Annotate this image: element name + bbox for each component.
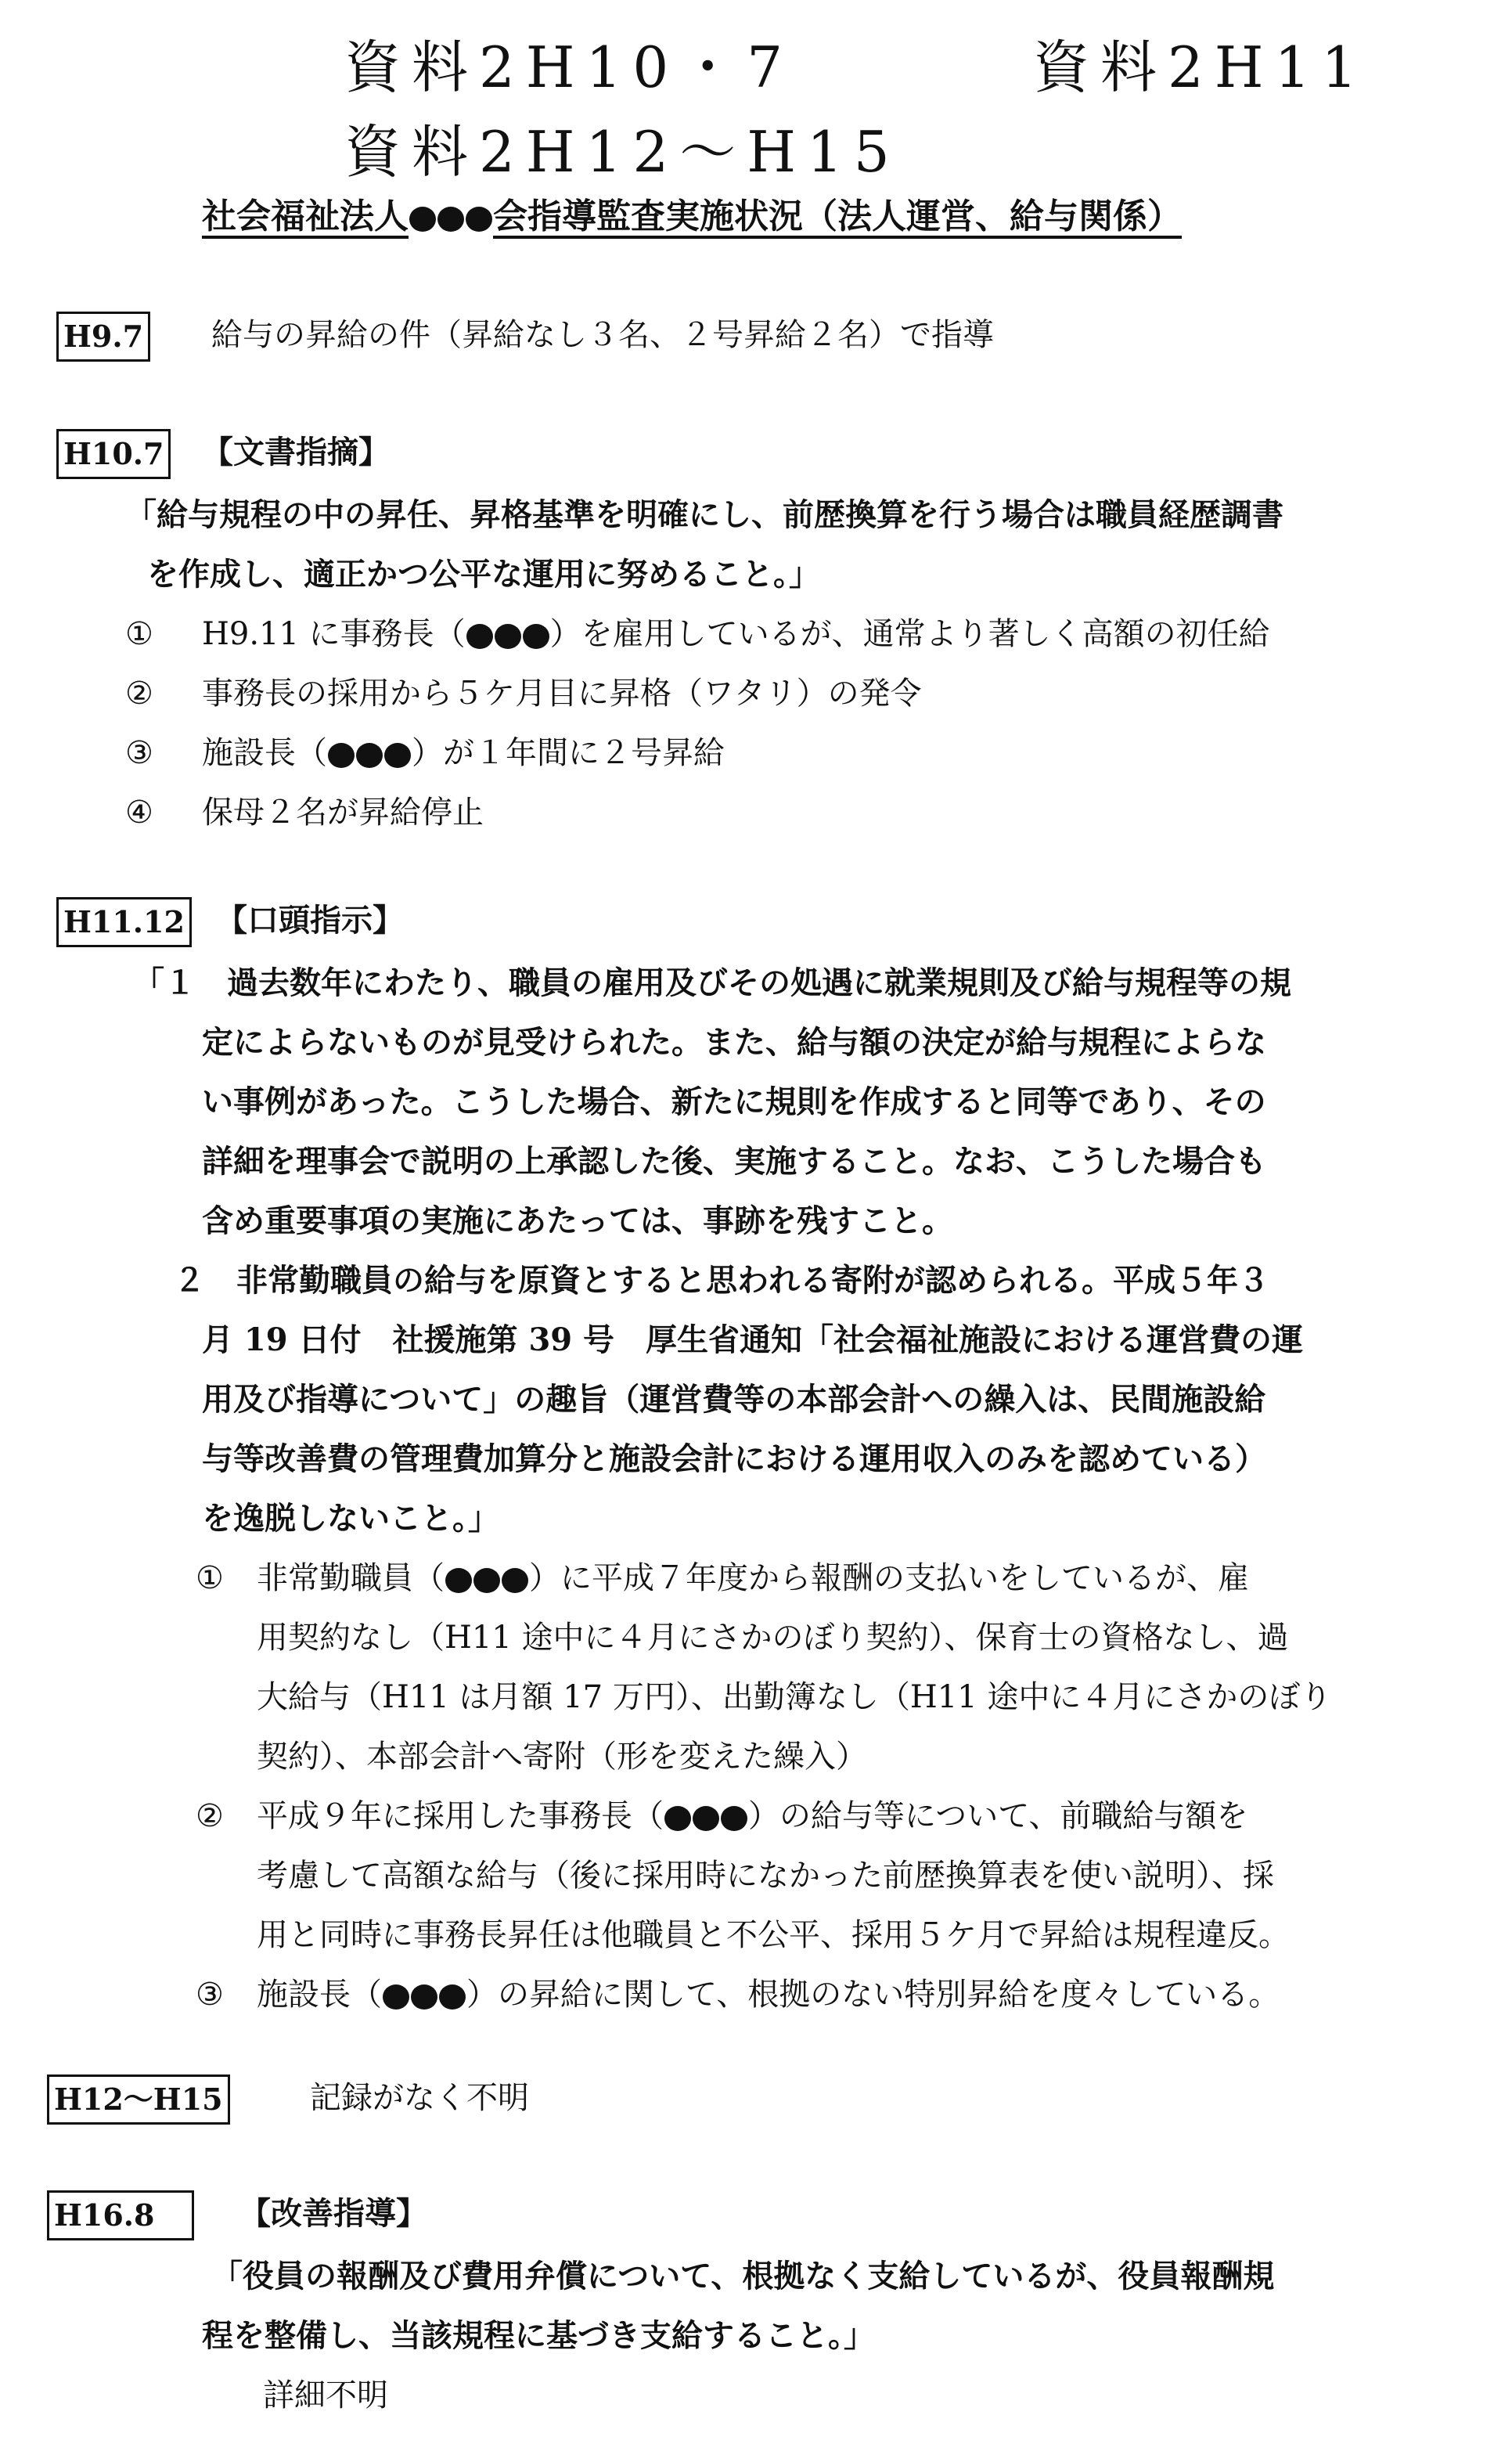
section-text-h9-7: 給与の昇給の件（昇給なし３名、２号昇給２名）で指導 xyxy=(211,317,994,353)
redaction-mark xyxy=(466,207,492,232)
item-text: H9.11 に事務長（ xyxy=(202,616,466,652)
h10-7-item-1 xyxy=(202,604,1270,664)
h11-12-para1-line-2: 定によらないものが見受けられた。また、給与額の決定が給与規程によらな xyxy=(202,1024,1266,1061)
h11-12-sub-1-line-1 xyxy=(257,1548,1249,1608)
section-tag-h10-7: H10.7 xyxy=(56,429,171,479)
item-text: 施設長（ xyxy=(257,1977,382,2013)
doc-label-h11: 資料2H11 xyxy=(1033,34,1369,100)
h11-12-sub-1-line-2: 用契約なし（H11 途中に４月にさかのぼり契約）、保育士の資格なし、過 xyxy=(257,1620,1289,1656)
redaction-mark xyxy=(328,743,355,768)
h16-8-quote-line-1: 「役員の報酬及び費用弁償について、根拠なく支給しているが、役員報酬規 xyxy=(211,2258,1275,2294)
redaction-mark xyxy=(445,1568,472,1593)
h11-12-para2-line-1: ２ 非常勤職員の給与を原資とすると思われる寄附が認められる。平成５年３ xyxy=(174,1262,1269,1299)
section-tag-h16-8: H16.8 xyxy=(47,2190,194,2240)
section-kind-h11-12: 【口頭指示】 xyxy=(216,902,404,939)
title-part-1: 社会福祉法人 xyxy=(202,196,409,236)
redaction-mark xyxy=(721,1806,747,1831)
item-text: ）が１年間に２号昇給 xyxy=(412,735,725,771)
h11-12-sub-2-line-3: 用と同時に事務長昇任は他職員と不公平、採用５ケ月で昇給は規程違反。 xyxy=(257,1917,1290,1953)
h11-12-sub-number-3: ③ xyxy=(196,1977,224,2013)
h11-12-para1-line-1: 「１ 過去数年にわたり、職員の雇用及びその処遇に就業規則及び給与規程等の規 xyxy=(133,964,1291,1001)
item-text: ）の給与等について、前職給与額を xyxy=(748,1798,1248,1834)
section-tag-h12-h15: H12～H15 xyxy=(47,2074,230,2125)
h11-12-sub-3-line-1 xyxy=(257,1965,1280,2024)
redaction-mark xyxy=(466,624,493,649)
h16-8-quote-line-2: 程を整備し、当該規程に基づき支給すること。」 xyxy=(202,2317,875,2354)
h16-8-note: 詳細不明 xyxy=(263,2377,388,2413)
h10-7-quote-line-2: を作成し、適正かつ公平な運用に努めること。」 xyxy=(147,556,820,593)
item-text: ）に平成７年度から報酬の支払いをしているが、雇 xyxy=(529,1560,1249,1596)
item-text: ）を雇用しているが、通常より著しく高額の初任給 xyxy=(549,616,1270,652)
redaction-mark xyxy=(384,743,411,768)
h11-12-sub-1-line-3: 大給与（H11 は月額 17 万円）、出勤簿なし（H11 途中に４月にさかのぼり xyxy=(257,1679,1332,1715)
h10-7-item-number-4: ④ xyxy=(125,795,153,831)
h10-7-item-3 xyxy=(202,723,725,783)
redaction-mark xyxy=(473,1568,500,1593)
section-tag-h11-12: H11.12 xyxy=(56,897,192,947)
section-tag-h9-7: H9.7 xyxy=(56,312,150,362)
h11-12-para1-line-3: い事例があった。こうした場合、新たに規則を作成すると同等であり、その xyxy=(202,1083,1266,1120)
item-text: ）の昇給に関して、根拠のない特別昇給を度々している。 xyxy=(466,1977,1280,2013)
h11-12-para2-line-4: 与等改善費の管理費加算分と施設会計における運用収入のみを認めている） xyxy=(202,1440,1266,1477)
redaction-mark xyxy=(439,1984,466,2010)
h10-7-item-number-1: ① xyxy=(125,616,153,652)
redaction-mark xyxy=(523,624,549,649)
doc-label-h12-h15: 資料2H12～H15 xyxy=(344,119,901,185)
doc-label-h10-7: 資料2H10・7 xyxy=(344,34,794,100)
h11-12-para1-line-5: 含め重要事項の実施にあたっては、事跡を残すこと。 xyxy=(202,1202,953,1239)
section-kind-h16-8: 【改善指導】 xyxy=(239,2195,427,2232)
h11-12-sub-number-1: ① xyxy=(196,1560,224,1596)
h10-7-item-number-2: ② xyxy=(125,676,153,712)
redaction-mark xyxy=(693,1806,719,1831)
h10-7-quote-line-1: 「給与規程の中の昇任、昇格基準を明確にし、前歴換算を行う場合は職員経歴調書 xyxy=(125,496,1283,533)
h11-12-sub-1-line-4: 契約）、本部会計へ寄附（形を変えた繰入） xyxy=(257,1739,867,1775)
item-text: 施設長（ xyxy=(202,735,327,771)
item-text: 非常勤職員（ xyxy=(257,1560,445,1596)
h11-12-sub-number-2: ② xyxy=(196,1798,224,1834)
redaction-mark xyxy=(664,1806,691,1831)
h11-12-sub-2-line-1 xyxy=(257,1786,1247,1846)
redaction-mark xyxy=(409,207,436,232)
section-kind-h10-7: 【文書指摘】 xyxy=(202,434,390,470)
item-text: 平成９年に採用した事務長（ xyxy=(257,1798,664,1834)
h10-7-item-number-3: ③ xyxy=(125,735,153,771)
h11-12-para2-line-2: 月 19 日付 社援施第 39 号 厚生省通知「社会福祉施設における運営費の運 xyxy=(202,1321,1304,1358)
section-text-h12-h15: 記録がなく不明 xyxy=(310,2080,529,2116)
h10-7-item-4: 保母２名が昇給停止 xyxy=(202,795,484,831)
title-part-2: 会指導監査実施状況（法人運営、給与関係） xyxy=(493,196,1182,236)
h11-12-para2-line-3: 用及び指導について」の趣旨（運営費等の本部会計への繰入は、民間施設給 xyxy=(202,1381,1266,1418)
h11-12-sub-2-line-2: 考慮して高額な給与（後に採用時になかった前歴換算表を使い説明）、採 xyxy=(257,1858,1274,1894)
h10-7-item-2: 事務長の採用から５ケ月目に昇格（ワタリ）の発令 xyxy=(202,676,922,712)
redaction-mark xyxy=(383,1984,409,2010)
h11-12-para1-line-4: 詳細を理事会で説明の上承認した後、実施すること。なお、こうした場合も xyxy=(202,1143,1266,1180)
redaction-mark xyxy=(356,743,383,768)
redaction-mark xyxy=(502,1568,528,1593)
redaction-mark xyxy=(437,207,464,232)
redaction-mark xyxy=(495,624,521,649)
redaction-mark xyxy=(411,1984,437,2010)
h11-12-para2-line-5: を逸脱しないこと。」 xyxy=(202,1500,499,1537)
document-title xyxy=(202,188,1182,238)
